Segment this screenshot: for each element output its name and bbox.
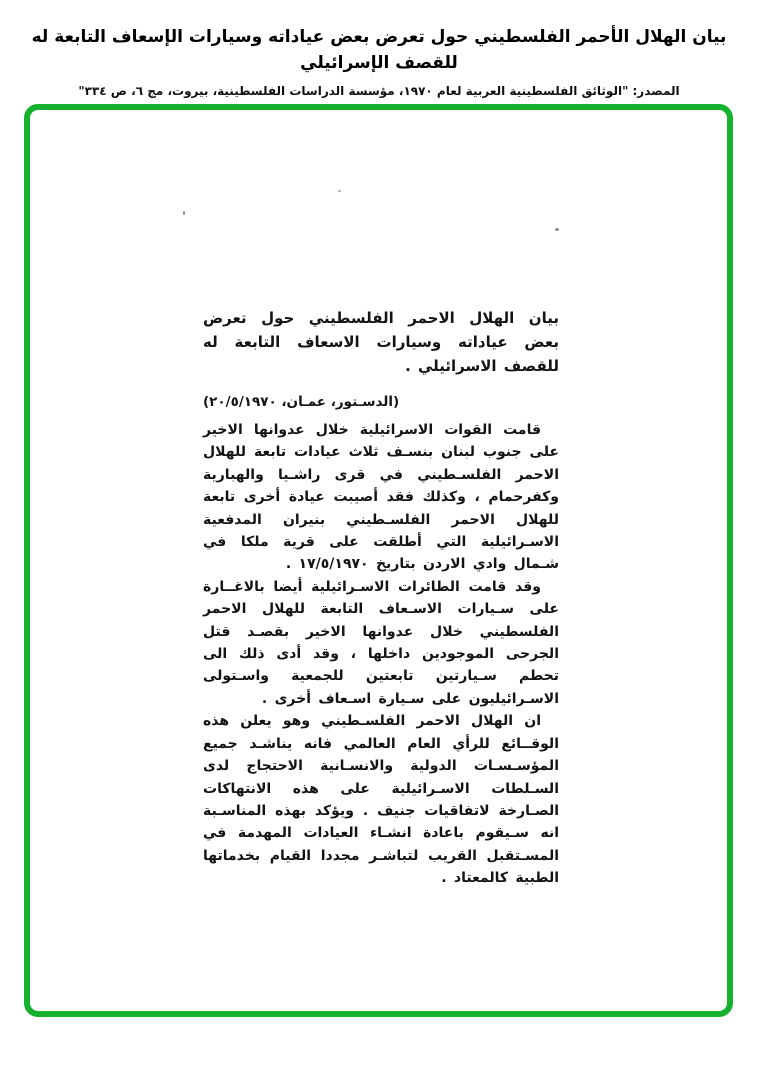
document-body	[203, 419, 559, 890]
scan-speckle	[338, 190, 341, 192]
document-paragraph: وقد قامت الطائرات الاسـرائيلية أيضا بالاغــارة على سـيارات الاسـعاف التابعة للهلال الاحمر الفلسطيني خلال عدوانها الاخير بقصـد قتل الجرحى الموجودين داخلها ، وقد أدى ذلك الى تحطم سـيارتين تابعتين للجمعية واسـتولى الاسـرائيليون على سـيارة اسـعاف أخرى .	[203, 578, 559, 707]
scan-speckle	[183, 211, 185, 215]
page-title: بيان الهلال الأحمر الفلسطيني حول تعرض بعض عياداته وسيارات الإسعاف التابعة له للقصف الإسرائيلي	[31, 27, 727, 73]
document-paragraph: قامت القوات الاسرائيلية خلال عدوانها الاخير على جنوب لبنان بنسـف ثلاث عيادات تابعة للهلال الاحمر الفلسـطيني في قرى راشـيا والهبارية وكفرحمام ، وكذلك فقد أصيبت عيادة أخرى تابعة للهلال الاحمر الفلسـطيني بنيران المدفعية الاسـرائيلية التي أطلقت على قرية ملكا في شـمال وادي الاردن بتاريخ ١٧/٥/١٩٧٠ .	[203, 422, 559, 573]
source-citation: المصدر: "الوثائق الفلسطينية العربية لعام ١٩٧٠، مؤسسة الدراسات الفلسطينية، بيروت، مج ٦، ص ٣٣٤"	[78, 84, 680, 98]
document-frame	[24, 104, 733, 1017]
scan-speckle	[555, 228, 559, 231]
document-paragraph: ان الهلال الاحمر الفلسـطيني وهو يعلن هذه الوقــائع للرأي العام العالمي فانه يناشـد جميع المؤسـسـات الدولية والانسـانية الاحتجاج لدى السـلطات الاسـرائيلية على هذه الانتهاكات الصـارخة لاتفاقيات جنيف . ويؤكد بهذه المناسـبة انه سـيقوم باعادة انشـاء العيادات المهدمة في المسـتقبل القريب لتباشـر مجددا القيام بخدماتها الطبية كالمعتاد .	[203, 713, 559, 887]
document-dateline: (الدسـتور، عمـان، ٢٠/٥/١٩٧٠)	[203, 394, 400, 410]
document-text-column	[203, 306, 559, 890]
page-header	[0, 24, 758, 98]
document-title: بيان الهلال الاحمر الفلسطيني حول تعرض بعض عياداته وسيارات الاسعاف التابعة له للقصف الاسرائيلي .	[203, 309, 559, 375]
